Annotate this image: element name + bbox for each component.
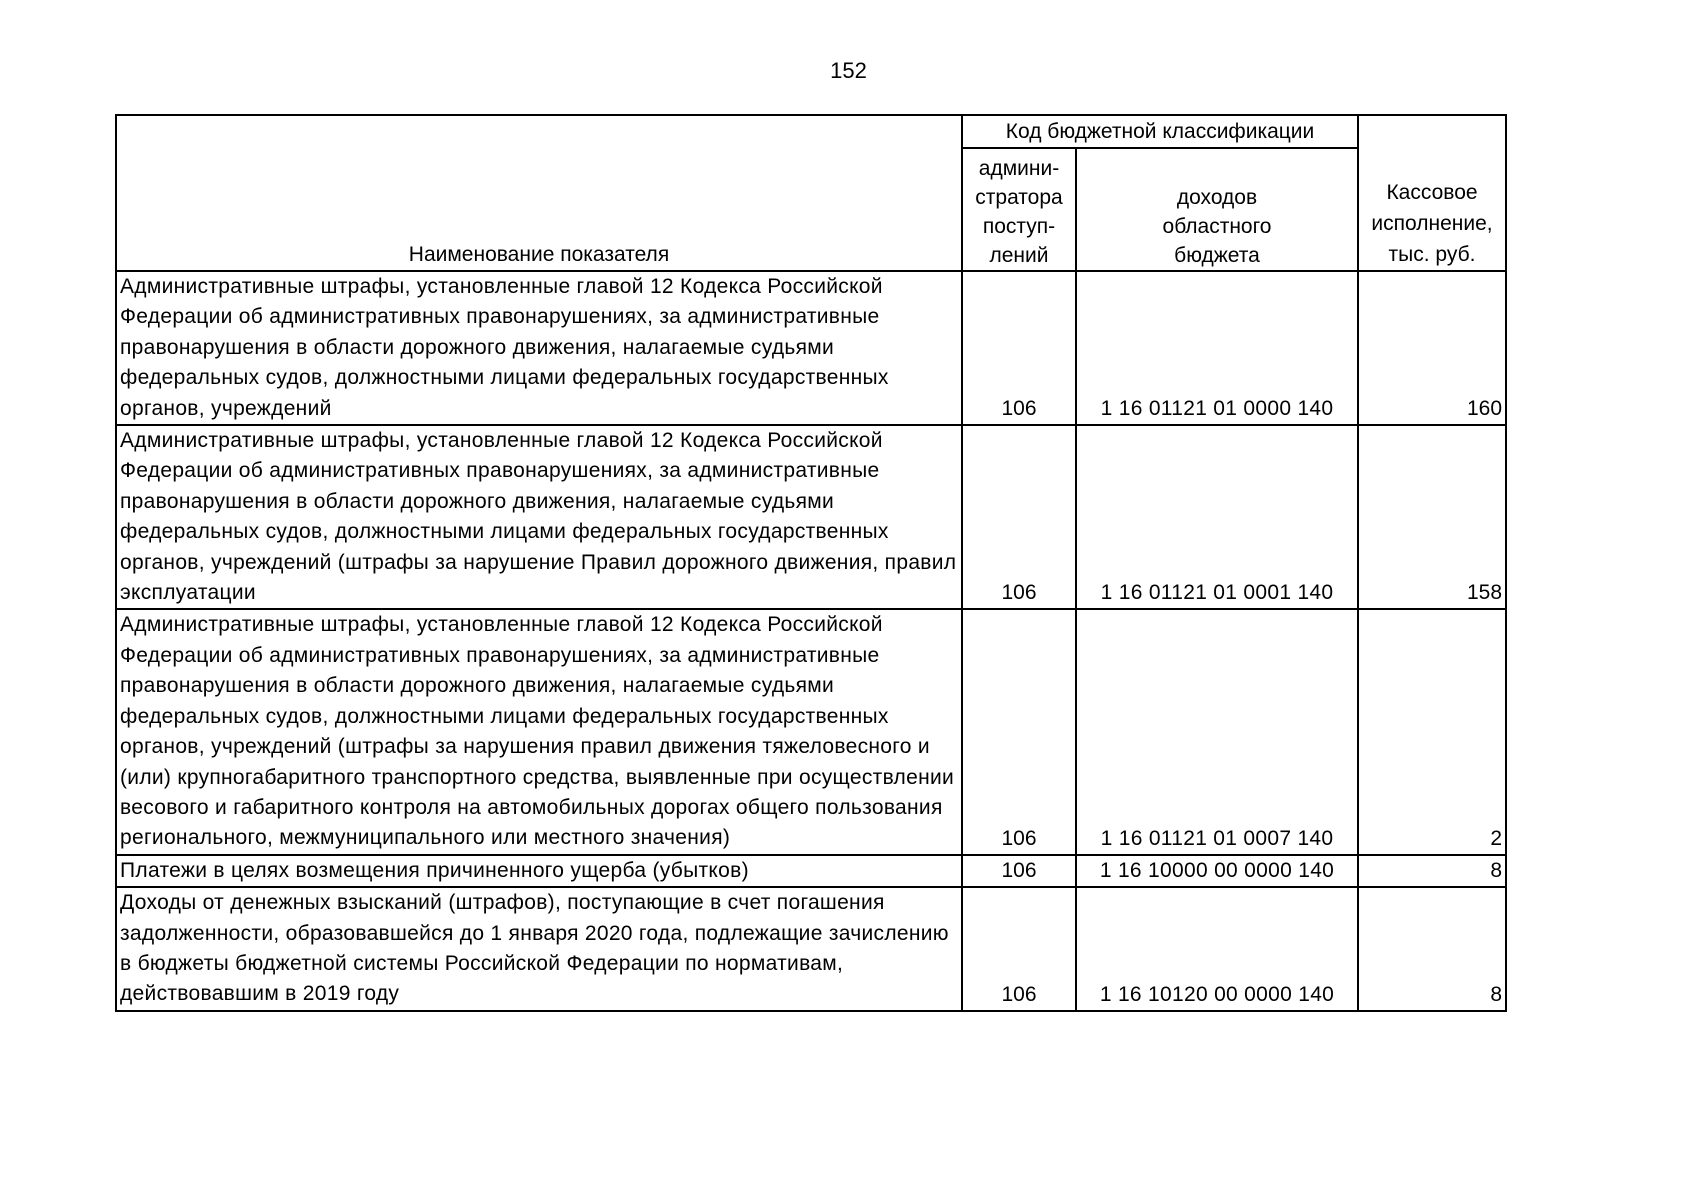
header-regional-income-label: доходов областного бюджета <box>1162 186 1272 267</box>
cash-amount-cell: 8 <box>1358 855 1506 887</box>
indicator-name-cell: Административные штрафы, установленные главой 12 Кодекса Российской Федерации об административных правонарушениях, за административные правонарушения в области дорожного движения, налагаемые судьями федеральных судов, должностными лицами федеральных государственных органов, учреждений (штрафы за нарушение Правил дорожного движения, правил эксплуатации <box>116 425 962 609</box>
budget-code-cell: 1 16 01121 01 0001 140 <box>1076 425 1358 609</box>
indicator-name-cell: Доходы от денежных взысканий (штрафов), поступающие в счет погашения задолженности, образовавшейся до 1 января 2020 года, подлежащие зачислению в бюджеты бюджетной системы Российской Федерации по нормативам, действовавшим в 2019 году <box>116 887 962 1011</box>
cash-amount-cell: 160 <box>1358 271 1506 425</box>
administrator-code-cell: 106 <box>962 425 1076 609</box>
administrator-code-cell: 106 <box>962 887 1076 1011</box>
header-administrator <box>962 148 1076 271</box>
budget-code-cell: 1 16 10120 00 0000 140 <box>1076 887 1358 1011</box>
budget-code-cell: 1 16 01121 01 0000 140 <box>1076 271 1358 425</box>
header-administrator-label: админи- стратора поступ- лений <box>975 157 1063 267</box>
indicator-name-cell: Административные штрафы, установленные главой 12 Кодекса Российской Федерации об административных правонарушениях, за административные правонарушения в области дорожного движения, налагаемые судьями федеральных судов, должностными лицами федеральных государственных органов, учреждений (штрафы за нарушения правил движения тяжеловесного и (или) крупногабаритного транспортного средства, выявленные при осуществлении весового и габаритного контроля на автомобильных дорогах общего пользования регионального, межмуниципального или местного значения) <box>116 609 962 854</box>
indicator-name-cell: Платежи в целях возмещения причиненного ущерба (убытков) <box>116 855 962 887</box>
table-row <box>116 887 1506 1011</box>
cash-amount-cell: 158 <box>1358 425 1506 609</box>
header-classification-code: Код бюджетной классификации <box>962 115 1358 148</box>
budget-code-cell: 1 16 10000 00 0000 140 <box>1076 855 1358 887</box>
indicator-name-cell: Административные штрафы, установленные главой 12 Кодекса Российской Федерации об административных правонарушениях, за административные правонарушения в области дорожного движения, налагаемые судьями федеральных судов, должностными лицами федеральных государственных органов, учреждений <box>116 271 962 425</box>
header-cash-execution <box>1358 115 1506 271</box>
administrator-code-cell: 106 <box>962 855 1076 887</box>
table-row <box>116 855 1506 887</box>
table-row <box>116 271 1506 425</box>
header-indicator-name: Наименование показателя <box>116 115 962 271</box>
header-row-1 <box>116 115 1506 148</box>
administrator-code-cell: 106 <box>962 271 1076 425</box>
table-row <box>116 425 1506 609</box>
administrator-code-cell: 106 <box>962 609 1076 854</box>
page-number: 152 <box>830 58 867 83</box>
budget-code-cell: 1 16 01121 01 0007 140 <box>1076 609 1358 854</box>
header-regional-income <box>1076 148 1358 271</box>
cash-amount-cell: 2 <box>1358 609 1506 854</box>
budget-table <box>115 114 1507 1012</box>
table-row <box>116 609 1506 854</box>
cash-amount-cell: 8 <box>1358 887 1506 1011</box>
header-cash-label: Кассовое исполнение, тыс. руб. <box>1371 181 1493 266</box>
